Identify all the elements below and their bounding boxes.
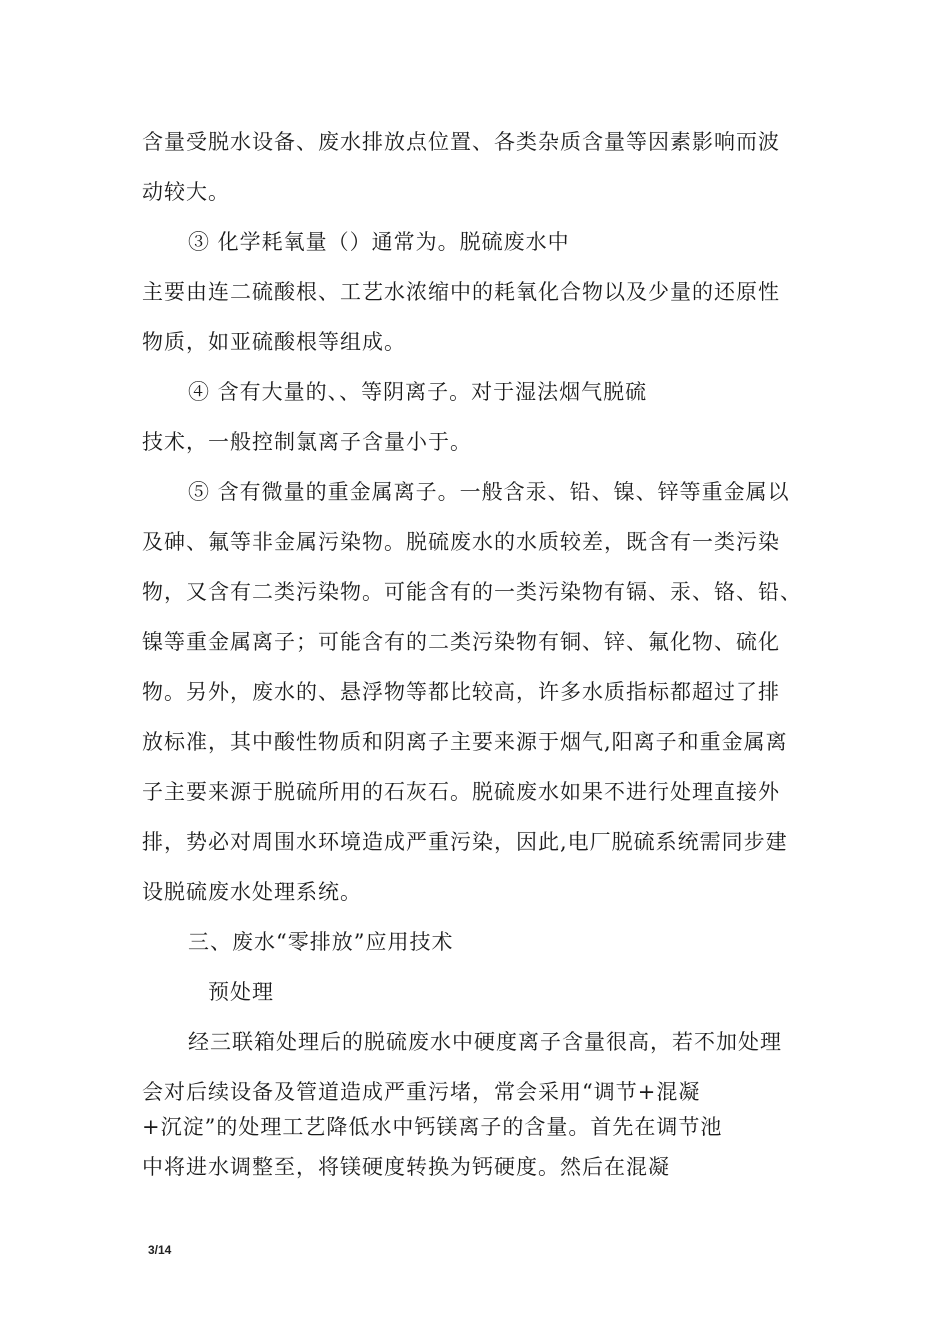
list-item-3: ③ 化学耗氧量（）通常为。脱硫废水中 (188, 230, 570, 254)
text-line: 镍等重金属离子；可能含有的二类污染物有铜、锌、氟化物、硫化 (142, 630, 780, 654)
subsection-heading: 预处理 (208, 980, 274, 1004)
text-line: 物。另外，废水的、悬浮物等都比较高，许多水质指标都超过了排 (142, 680, 780, 704)
text-line: 子主要来源于脱硫所用的石灰石。脱硫废水如果不进行处理直接外 (142, 780, 780, 804)
text-line: 技术，一般控制氯离子含量小于。 (142, 430, 472, 454)
text-line: 物质，如亚硫酸根等组成。 (142, 330, 406, 354)
text-line: 会对后续设备及管道造成严重污堵，常会采用“调节+混凝 (142, 1080, 701, 1104)
section-heading: 三、废水“零排放”应用技术 (188, 930, 454, 954)
text-line: 设脱硫废水处理系统。 (142, 880, 362, 904)
text-line: 含量受脱水设备、废水排放点位置、各类杂质含量等因素影响而波 (142, 130, 780, 154)
text-line: 放标准，其中酸性物质和阴离子主要来源于烟气,阳离子和重金属离 (142, 730, 788, 754)
text-line: 中将进水调整至，将镁硬度转换为钙硬度。然后在混凝 (142, 1155, 670, 1179)
text-line: +沉淀”的处理工艺降低水中钙镁离子的含量。首先在调节池 (142, 1115, 723, 1139)
text-line: 主要由连二硫酸根、工艺水浓缩中的耗氧化合物以及少量的还原性 (142, 280, 780, 304)
list-item-5: ⑤ 含有微量的重金属离子。一般含汞、铅、镍、锌等重金属以 (188, 480, 790, 504)
text-line: 经三联箱处理后的脱硫废水中硬度离子含量很高，若不加处理 (188, 1030, 782, 1054)
text-line: 物，又含有二类污染物。可能含有的一类污染物有镉、汞、铬、铅、 (142, 580, 802, 604)
text-line: 动较大。 (142, 180, 230, 204)
page-number: 3/14 (148, 1243, 172, 1257)
text-line: 排，势必对周围水环境造成严重污染，因此,电厂脱硫系统需同步建 (142, 830, 788, 854)
text-line: 及砷、氟等非金属污染物。脱硫废水的水质较差，既含有一类污染 (142, 530, 780, 554)
list-item-4: ④ 含有大量的、、等阴离子。对于湿法烟气脱硫 (188, 380, 648, 404)
